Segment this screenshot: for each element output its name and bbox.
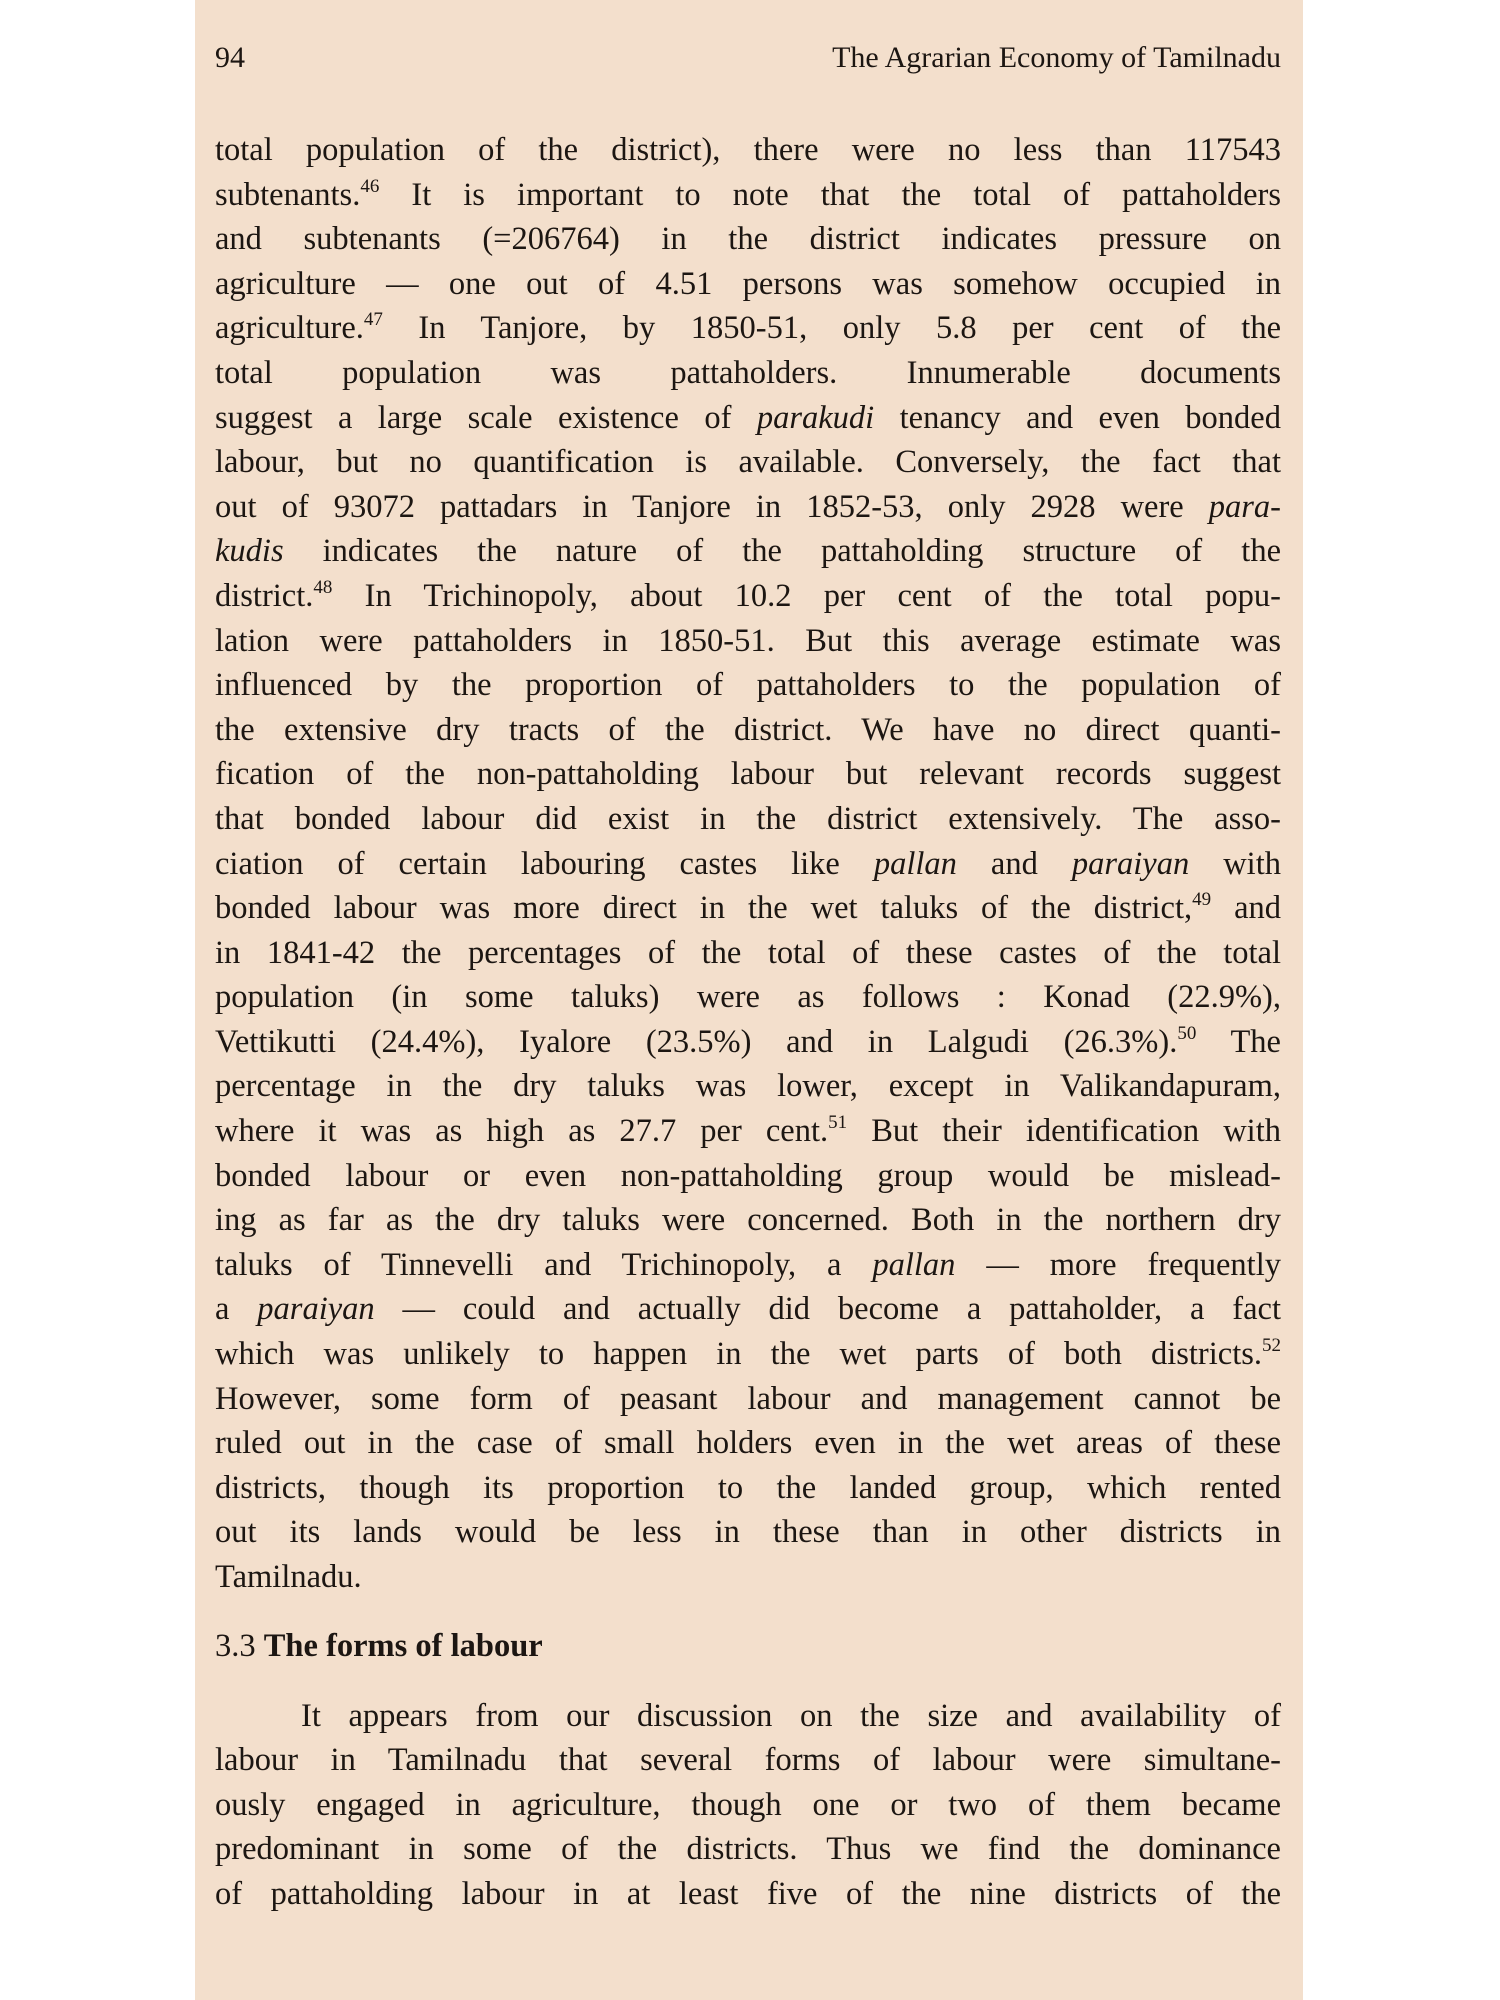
text-run: bonded labour or even non-pattaholding group would be mislead- [215,1157,1281,1194]
paragraph-2 [215,1694,1281,1917]
text-line [215,173,1281,218]
text-run: But their identification with [847,1113,1281,1150]
text-run: tenancy and even bonded [874,399,1281,436]
text-run: — could and actually did become a pattaholder, a fact [374,1291,1281,1328]
text-run: the extensive dry tracts of the district. We have no direct quanti- [215,711,1281,748]
section-title: The forms of labour [263,1627,543,1664]
text-line [215,529,1281,574]
section-number: 3.3 [215,1627,256,1664]
italic-term: para- [1208,488,1281,525]
text-run: lation were pattaholders in 1850-51. But this average estimate was [215,622,1281,659]
text-line [215,351,1281,396]
text-run: in 1841-42 the percentages of the total of these castes of the total [215,934,1281,971]
footnote-ref: 50 [1177,1022,1197,1044]
text-line [215,306,1281,351]
text-line [215,1154,1281,1199]
text-run: out of 93072 pattadars in Tanjore in 1852-53, only 2928 were [215,488,1209,525]
text-run: and [1211,890,1281,927]
text-line [215,886,1281,931]
text-run: agriculture — one out of 4.51 persons was somehow occupied in [215,265,1281,302]
text-run: Vettikutti (24.4%), Iyalore (23.5%) and in Lalgudi (26.3%). [215,1023,1178,1060]
text-run: predominant in some of the districts. Thus we find the dominance [215,1831,1281,1868]
text-line [215,975,1281,1020]
text-run: total population of the district), there were no less than 117543 [215,132,1281,168]
text-run: agriculture. [215,310,364,347]
running-title: The Agrarian Economy of Tamilnadu [832,41,1281,74]
text-run: and [956,845,1072,882]
text-line [215,1243,1281,1288]
text-run: — more frequently [955,1246,1281,1283]
page-number: 94 [215,41,245,74]
text-run: bonded labour was more direct in the wet taluks of the district, [215,890,1193,927]
text-run: ing as far as the dry taluks were concerned. Both in the northern dry [215,1202,1281,1239]
text-run: out its lands would be less in these than in other districts in [215,1514,1281,1551]
text-line [215,931,1281,976]
text-line [215,1020,1281,1065]
text-line [215,752,1281,797]
text-line [215,1827,1281,1872]
italic-term: paraiyan [1071,845,1190,882]
text-line [215,797,1281,842]
text-line [215,217,1281,262]
text-line [215,1694,1281,1739]
text-line [215,485,1281,530]
text-run: In Tanjore, by 1850-51, only 5.8 per cent of the [382,310,1281,347]
text-run: which was unlikely to happen in the wet parts of both districts. [215,1336,1262,1373]
book-page [195,0,1303,2000]
footnote-ref: 49 [1192,889,1212,911]
text-run: taluks of Tinnevelli and Trichinopoly, a [215,1246,873,1283]
text-run: labour in Tamilnadu that several forms of labour were simultane- [215,1742,1281,1779]
footnote-ref: 51 [828,1112,848,1134]
text-run: The [1196,1023,1281,1060]
text-run: In Trichinopoly, about 10.2 per cent of the total popu- [332,577,1281,614]
text-line [215,1466,1281,1511]
footnote-ref: 46 [360,175,380,197]
text-line [215,842,1281,887]
text-line [215,1064,1281,1109]
text-run: district. [215,577,314,614]
text-run: ciation of certain labouring castes like [215,845,874,882]
text-run: percentage in the dry taluks was lower, except in Valikandapuram, [215,1068,1281,1105]
italic-term: pallan [873,845,957,882]
text-run: labour, but no quantification is available. Conversely, the fact that [215,444,1281,481]
italic-term: pallan [872,1246,956,1283]
text-run: subtenants. [215,176,361,213]
text-run: of pattaholding labour in at least five of the nine districts of the [215,1875,1281,1912]
footnote-ref: 48 [313,576,333,598]
text-run: suggest a large scale existence of [215,399,757,436]
text-run: Tamilnadu. [215,1559,362,1595]
text-run: where it was as high as 27.7 per cent. [215,1113,829,1150]
text-line [215,663,1281,708]
text-run: and subtenants (=206764) in the district indicates pressure on [215,221,1281,258]
text-line [215,440,1281,485]
text-run: districts, though its proportion to the landed group, which rented [215,1469,1281,1506]
text-run: total population was pattaholders. Innumerable documents [215,354,1281,391]
running-head [215,38,1281,78]
text-line [215,574,1281,619]
italic-term: kudis [215,533,284,570]
text-line [215,708,1281,753]
text-line [215,262,1281,307]
section-heading [215,1624,1281,1668]
text-line [215,1738,1281,1783]
text-line [215,1332,1281,1377]
text-line [215,1287,1281,1332]
text-line [215,1377,1281,1422]
text-line [215,1510,1281,1555]
paragraph-1 [215,128,1281,1600]
text-run: with [1189,845,1281,882]
text-line [215,1872,1281,1917]
text-line [215,1109,1281,1154]
text-run: It is important to note that the total of pattaholders [379,176,1281,213]
text-run: It appears from our discussion on the size and availability of [301,1697,1281,1734]
text-line [215,1421,1281,1466]
text-run: a [215,1291,258,1328]
text-line [215,128,1281,173]
footnote-ref: 47 [363,309,383,331]
text-run: population (in some taluks) were as follows : Konad (22.9%), [215,979,1281,1016]
text-run: indicates the nature of the pattaholding structure of the [283,533,1281,570]
text-line [215,1783,1281,1828]
italic-term: paraiyan [257,1291,375,1328]
text-run: ously engaged in agriculture, though one or two of them became [215,1786,1281,1823]
text-run: However, some form of peasant labour and management cannot be [215,1380,1281,1417]
text-line [215,396,1281,441]
footnote-ref: 52 [1262,1335,1281,1357]
text-run: influenced by the proportion of pattaholders to the population of [215,667,1281,704]
italic-term: parakudi [756,399,875,436]
text-run: that bonded labour did exist in the district extensively. The asso- [215,800,1281,837]
text-line [215,1198,1281,1243]
text-run: ruled out in the case of small holders even in the wet areas of these [215,1425,1281,1462]
text-run: fication of the non-pattaholding labour but relevant records suggest [215,756,1281,793]
text-line [215,1555,1281,1600]
text-line [215,619,1281,664]
